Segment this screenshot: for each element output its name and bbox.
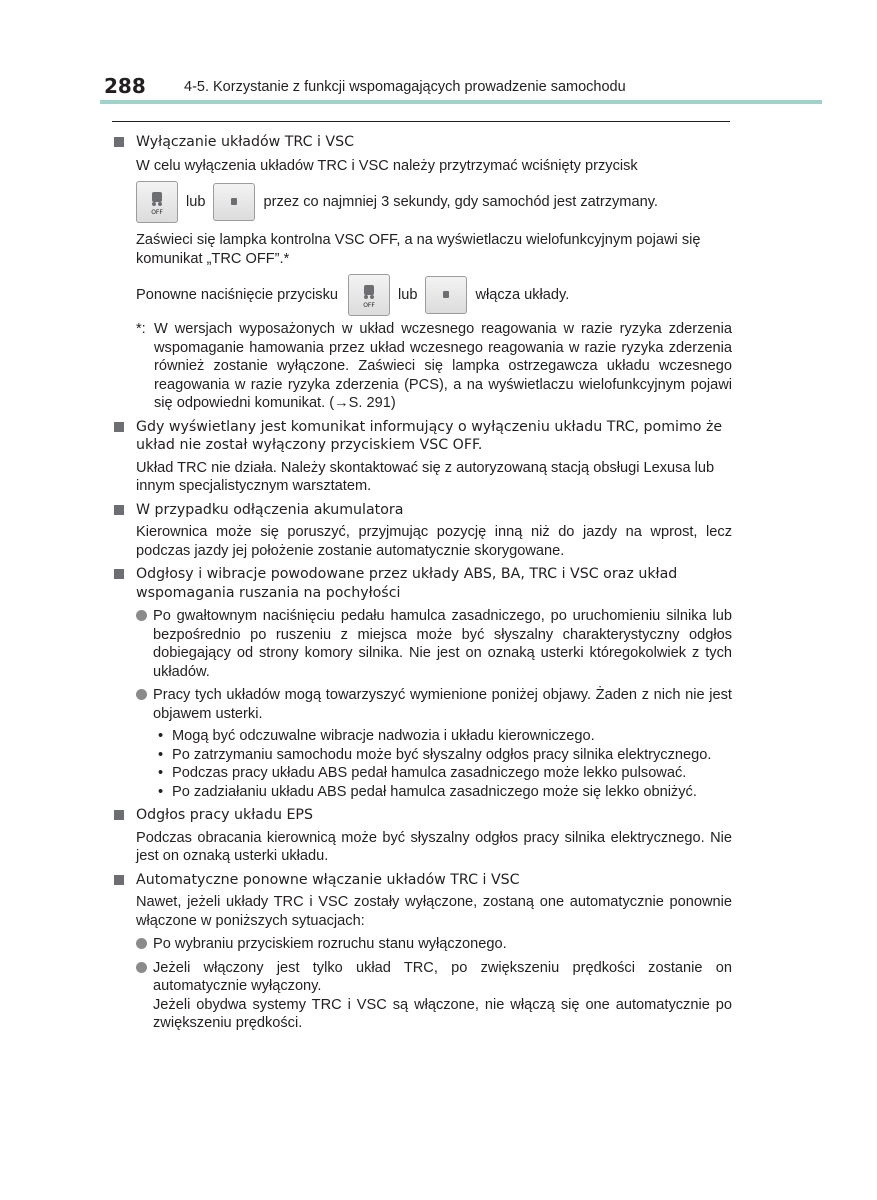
lub-text: lub bbox=[186, 193, 206, 210]
vsc-off-button-icon bbox=[136, 181, 178, 223]
square-bullet-icon bbox=[114, 137, 124, 147]
section-trc-message bbox=[114, 418, 732, 496]
paragraph: Podczas obracania kierownicą może być słyszalny odgłos pracy silnika elektrycznego. Nie jest on oznaką usterki układu. bbox=[136, 829, 732, 864]
sub-list-item-text: Mogą być odczuwalne wibracje nadwozia i układu kierowniczego. bbox=[172, 728, 595, 744]
section-title: Automatyczne ponowne włączanie układów TRC i VSC bbox=[136, 871, 520, 888]
paragraph: Zaświeci się lampka kontrolna VSC OFF, a na wyświetlaczu wielofunkcyjnym pojawi się komunikat „TRC OFF”.* bbox=[136, 232, 701, 267]
circle-bullet-icon bbox=[136, 962, 147, 973]
section-rule bbox=[112, 121, 730, 122]
paragraph: Układ TRC nie działa. Należy skontaktować się z autoryzowaną stacją obsługi Lexusa lub innym specjalistycznym warsztatem. bbox=[136, 459, 715, 494]
sub-list-item bbox=[158, 764, 732, 783]
bullet-mark: • bbox=[158, 783, 164, 800]
section-title: Gdy wyświetlany jest komunikat informujący o wyłączeniu układu TRC, pomimo że układ nie został wyłączony przyciskiem VSC OFF. bbox=[136, 418, 723, 453]
section-disable-trc-vsc bbox=[114, 133, 732, 413]
svg-text:OFF: OFF bbox=[363, 302, 375, 309]
footnote-text: W wersjach wyposażonych w układ wczesnego reagowania w razie ryzyka zderzenia wspomaganie hamowania przez układ wczesnego reagowania w razie ryzyka zderzenia również zostanie wyłączone. Zaświeci się lampka ostrzegawcza układu wczesnego reagowania w razie ryzyka zderzenia (PCS), a na wyświetlaczu wielofunkcyjnym pojawi się odpowiedni komunikat. (→S. 291) bbox=[154, 321, 732, 411]
section-noises-vibrations bbox=[114, 565, 732, 801]
list-item bbox=[136, 935, 732, 954]
bullet-mark: • bbox=[158, 728, 164, 744]
svg-text:OFF: OFF bbox=[151, 209, 163, 216]
paragraph: Kierownica może się poruszyć, przyjmując pozycję inną niż do jazdy na wprost, lecz podczas jazdy jej położenie zostanie automatycznie skorygowane. bbox=[136, 524, 732, 559]
list-item bbox=[136, 607, 732, 681]
sub-list-item-text: Po zatrzymaniu samochodu może być słyszalny odgłos pracy silnika elektrycznego. bbox=[172, 746, 712, 763]
vsc-off-slim-button-icon bbox=[213, 183, 255, 221]
paragraph: Ponowne naciśnięcie przycisku bbox=[136, 286, 338, 303]
chapter-title: 4-5. Korzystanie z funkcji wspomagających prowadzenie samochodu bbox=[184, 79, 626, 95]
bullet-mark: • bbox=[158, 765, 164, 781]
section-eps-noise bbox=[114, 806, 732, 866]
list-item bbox=[136, 959, 732, 1033]
page-number: 288 bbox=[104, 74, 146, 98]
header-rule bbox=[100, 100, 822, 104]
paragraph: W celu wyłączenia układów TRC i VSC należy przytrzymać wciśnięty przycisk bbox=[136, 157, 638, 174]
square-bullet-icon bbox=[114, 875, 124, 885]
section-title: W przypadku odłączenia akumulatora bbox=[136, 501, 404, 518]
square-bullet-icon bbox=[114, 505, 124, 515]
section-title: Odgłosy i wibracje powodowane przez układy ABS, BA, TRC i VSC oraz układ wspomagania ruszania na pochyłości bbox=[136, 566, 678, 601]
section-auto-reenable bbox=[114, 871, 732, 1033]
vsc-off-button-icon bbox=[348, 274, 390, 316]
paragraph: przez co najmniej 3 sekundy, gdy samochód jest zatrzymany. bbox=[263, 193, 658, 210]
paragraph: Nawet, jeżeli układy TRC i VSC zostały wyłączone, zostaną one automatycznie ponownie włączone w poniższych sytuacjach: bbox=[136, 894, 732, 929]
lub-text: lub bbox=[397, 286, 418, 303]
page-header bbox=[104, 72, 724, 102]
circle-bullet-icon bbox=[136, 689, 147, 700]
sub-list-item-text: Podczas pracy układu ABS pedał hamulca zasadniczego może lekko pulsować. bbox=[172, 765, 687, 781]
section-title: Odgłos pracy układu EPS bbox=[136, 807, 313, 823]
list-item-text: Pracy tych układów mogą towarzyszyć wymienione poniżej objawy. Żaden z nich nie jest objawem usterki. bbox=[153, 687, 732, 722]
list-item-text: Po gwałtownym naciśnięciu pedału hamulca zasadniczego, po uruchomieniu silnika lub bezpośrednio po ruszeniu z miejsca może być słyszalny charakterystyczny odgłos dobiegający od strony komory silnika. Nie jest on oznaką usterki któregokolwiek z tych układów. bbox=[153, 608, 732, 680]
page-content bbox=[114, 133, 732, 1033]
section-title: Wyłączanie układów TRC i VSC bbox=[136, 134, 355, 150]
sub-list-item bbox=[158, 783, 732, 802]
circle-bullet-icon bbox=[136, 938, 147, 949]
sub-list-item bbox=[158, 746, 732, 765]
square-bullet-icon bbox=[114, 422, 124, 432]
section-battery-disconnect bbox=[114, 501, 732, 561]
sub-list-item bbox=[158, 727, 732, 746]
circle-bullet-icon bbox=[136, 610, 147, 621]
list-item-text: Jeżeli włączony jest tylko układ TRC, po zwiększeniu prędkości zostanie on automatycznie wyłączony. bbox=[153, 959, 732, 994]
vsc-off-slim-button-icon bbox=[425, 276, 467, 314]
list-item-text: Jeżeli obydwa systemy TRC i VSC są włączone, nie włączą się one automatycznie po zwiększeniu prędkości. bbox=[153, 996, 732, 1031]
paragraph: włącza układy. bbox=[475, 286, 570, 303]
footnote-mark: *: bbox=[136, 321, 146, 337]
list-item-text: Po wybraniu przyciskiem rozruchu stanu wyłączonego. bbox=[153, 936, 507, 952]
sub-list-item-text: Po zadziałaniu układu ABS pedał hamulca zasadniczego może się lekko obniżyć. bbox=[172, 783, 697, 800]
square-bullet-icon bbox=[114, 810, 124, 820]
list-item bbox=[136, 686, 732, 723]
footnote bbox=[136, 320, 732, 413]
bullet-mark: • bbox=[158, 746, 164, 763]
square-bullet-icon bbox=[114, 569, 124, 579]
